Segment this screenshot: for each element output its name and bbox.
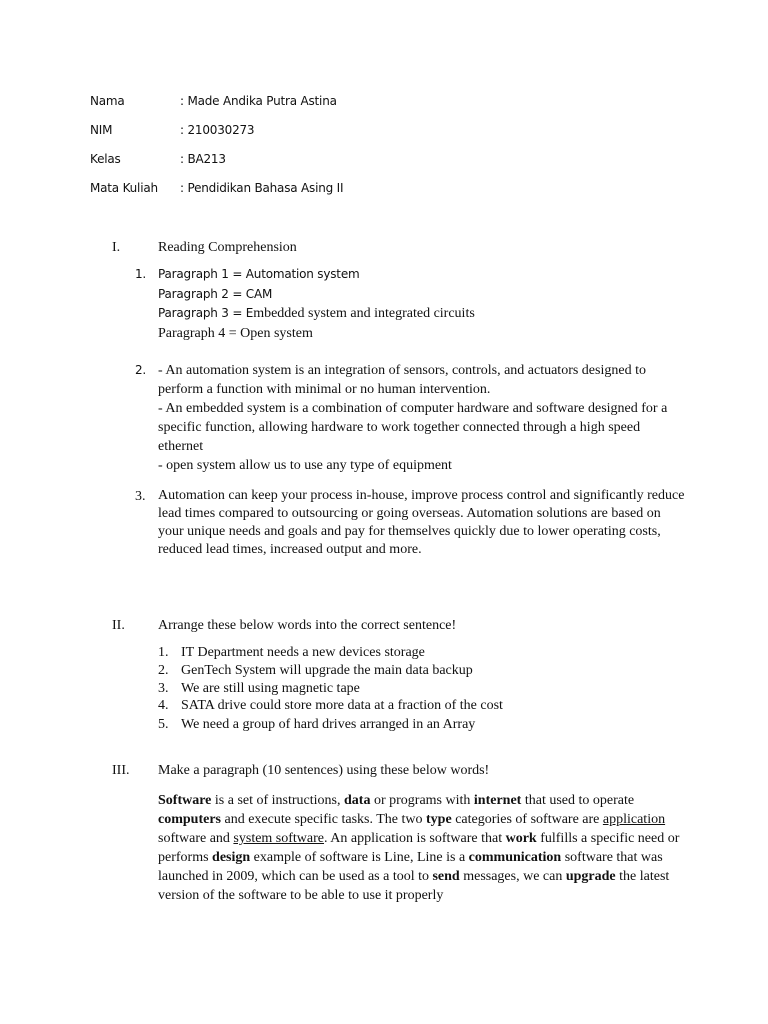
paragraph-text: example of software is Line, Line is a (250, 850, 469, 865)
value-nama: : Made Andika Putra Astina (180, 94, 337, 108)
paragraph-text: fulfills a specific need or performs (158, 831, 680, 865)
q2-number: 2. (135, 363, 147, 377)
value-kelas: : BA213 (180, 152, 226, 166)
keyword-work: work (505, 831, 537, 846)
paragraph-text: and execute specific tasks. The two (221, 812, 427, 827)
label-nama: Nama (90, 94, 125, 108)
paragraph-text: software that was launched in 2009, which can be used as a tool to (158, 850, 663, 884)
label-nim: NIM (90, 123, 113, 137)
q2-answer (158, 361, 688, 475)
label-kelas: Kelas (90, 152, 121, 166)
list-item-number: 1. (158, 645, 169, 660)
keyword-system-software: system software (233, 831, 325, 846)
section-1-heading: Reading Comprehension (158, 240, 297, 255)
q1-line-3-prefix: Paragraph 3 = E (158, 306, 254, 320)
section-3-numeral: III. (112, 763, 130, 778)
list-item-number: 4. (158, 698, 169, 713)
list-item-number: 2. (158, 663, 169, 678)
keyword-type: type (426, 812, 452, 827)
paragraph-text: . An application is software that (324, 831, 506, 846)
q3-answer: Automation can keep your process in-house, improve process control and significantly reduce lead times compared to outsourcing or going overseas. Automation solutions are based on your unique needs and goals and pay for themselves quickly due to lower operating costs, reduced lead times, increased output and more. (158, 488, 685, 557)
keyword-data: data (344, 793, 371, 808)
keyword-upgrade: upgrade (565, 869, 616, 884)
q3-number: 3. (135, 489, 146, 504)
list-item-number: 3. (158, 681, 169, 696)
paragraph-text: the latest version of the software to be able to use it properly (158, 869, 670, 903)
value-mata-kuliah: : Pendidikan Bahasa Asing II (180, 181, 344, 195)
q1-line-2: Paragraph 2 = CAM (158, 287, 273, 301)
q1-line-1: Paragraph 1 = Automation system (158, 267, 360, 281)
q1-line-4: Paragraph 4 = Open system (158, 326, 313, 341)
list-item-text: GenTech System will upgrade the main data backup (181, 663, 473, 678)
section-3-heading: Make a paragraph (10 sentences) using these below words! (158, 763, 490, 778)
list-item-text: We need a group of hard drives arranged in an Array (181, 717, 476, 732)
section-2-numeral: II. (112, 618, 125, 633)
list-item-text: We are still using magnetic tape (181, 681, 360, 696)
section-1-numeral: I. (112, 240, 121, 255)
label-mata-kuliah: Mata Kuliah (90, 181, 158, 195)
section-2-heading: Arrange these below words into the correct sentence! (158, 618, 457, 633)
keyword-application: application (602, 812, 666, 827)
list-item-number: 5. (158, 717, 169, 732)
q1-line-3 (158, 304, 475, 323)
paragraph-text: messages, we can (459, 869, 566, 884)
keyword-communication: communication (468, 850, 562, 865)
paragraph-text: software and (158, 831, 234, 846)
paragraph-text: that used to operate (521, 793, 635, 808)
q2-text-3: - open system allow us to use any type of equipment (158, 458, 452, 473)
q2-text-1: - An automation system is an integration of sensors, controls, and actuators designed to perform a function with minimal or no human intervention. (158, 363, 646, 397)
list-item-text: SATA drive could store more data at a fraction of the cost (181, 698, 503, 713)
value-nim: : 210030273 (180, 123, 255, 137)
q1-line-3-rest: mbedded system and integrated circuits (253, 306, 475, 321)
section-3-paragraph (158, 791, 683, 905)
paragraph-text: or programs with (370, 793, 474, 808)
list-item-text: IT Department needs a new devices storage (181, 645, 425, 660)
paragraph-text: categories of software are (451, 812, 603, 827)
keyword-design: design (212, 850, 251, 865)
q1-number: 1. (135, 267, 147, 281)
keyword-internet: internet (473, 793, 522, 808)
q2-text-2: - An embedded system is a combination of computer hardware and software designed for a specific function, allowing hardware to work together connected through a high speed ethernet (158, 401, 668, 454)
keyword-send: send (432, 869, 460, 884)
paragraph-text: is a set of instructions, (211, 793, 345, 808)
keyword-software: Software (158, 793, 212, 808)
keyword-computers: computers (158, 812, 221, 827)
